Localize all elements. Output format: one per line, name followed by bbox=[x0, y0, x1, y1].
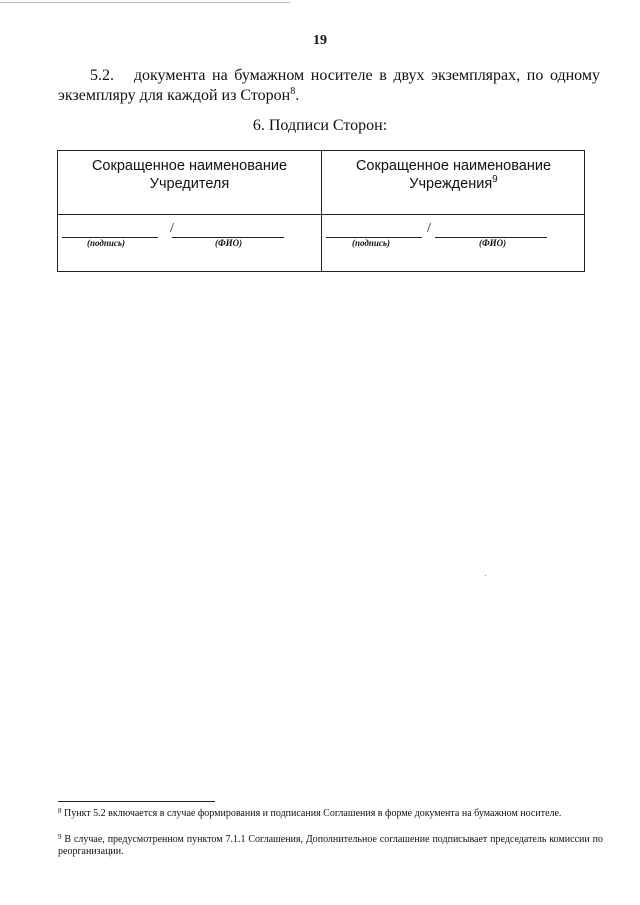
clause-number: 5.2. bbox=[90, 67, 114, 84]
footnote-8-mark: 8 bbox=[58, 807, 62, 815]
footnote-9-mark: 9 bbox=[58, 833, 62, 841]
footnote-9 bbox=[58, 834, 603, 858]
footnote-8 bbox=[58, 808, 603, 820]
section-title: 6. Подписи Сторон: bbox=[252, 117, 388, 134]
clause-5-2-line1 bbox=[90, 66, 600, 86]
institution-header-line2 bbox=[322, 175, 585, 193]
row-divider bbox=[58, 214, 584, 215]
institution-header-text: Учреждения bbox=[409, 176, 493, 192]
page-number: 19 bbox=[313, 33, 327, 48]
institution-header-line1: Сокращенное наименование bbox=[355, 158, 552, 174]
founder-header bbox=[58, 157, 321, 193]
founder-name-caption: (ФИО) bbox=[215, 238, 243, 248]
top-edge-rule bbox=[0, 2, 290, 3]
institution-name-caption: (ФИО) bbox=[479, 238, 507, 248]
scan-speck bbox=[485, 575, 486, 576]
footnote-ref-8: 8 bbox=[290, 86, 296, 97]
footnote-9-text: В случае, предусмотренном пунктом 7.1.1 Соглашения, Дополнительное соглашение подписывает председатель комиссии по реорганизации. bbox=[58, 834, 603, 857]
footnote-separator bbox=[58, 801, 215, 802]
footnote-8-text: Пункт 5.2 включается в случае формирования и подписания Соглашения в форме документа на бумажном носителе. bbox=[64, 808, 562, 819]
institution-header bbox=[322, 157, 585, 193]
institution-slash: / bbox=[427, 221, 431, 236]
clause-end: . bbox=[295, 87, 300, 104]
institution-signature-caption: (подпись) bbox=[352, 238, 390, 248]
founder-signature-caption: (подпись) bbox=[87, 238, 125, 248]
founder-slash: / bbox=[170, 221, 174, 236]
clause-text-line1: документа на бумажном носителе в двух экземплярах, по одному bbox=[133, 67, 601, 84]
footnote-ref-9: 9 bbox=[492, 174, 498, 185]
signatures-table bbox=[57, 150, 585, 272]
founder-header-line2: Учредителя bbox=[149, 176, 230, 192]
founder-header-line1: Сокращенное наименование bbox=[91, 158, 288, 174]
clause-text-line2: экземпляру для каждой из Сторон bbox=[58, 87, 291, 104]
clause-5-2-line2 bbox=[58, 86, 618, 106]
